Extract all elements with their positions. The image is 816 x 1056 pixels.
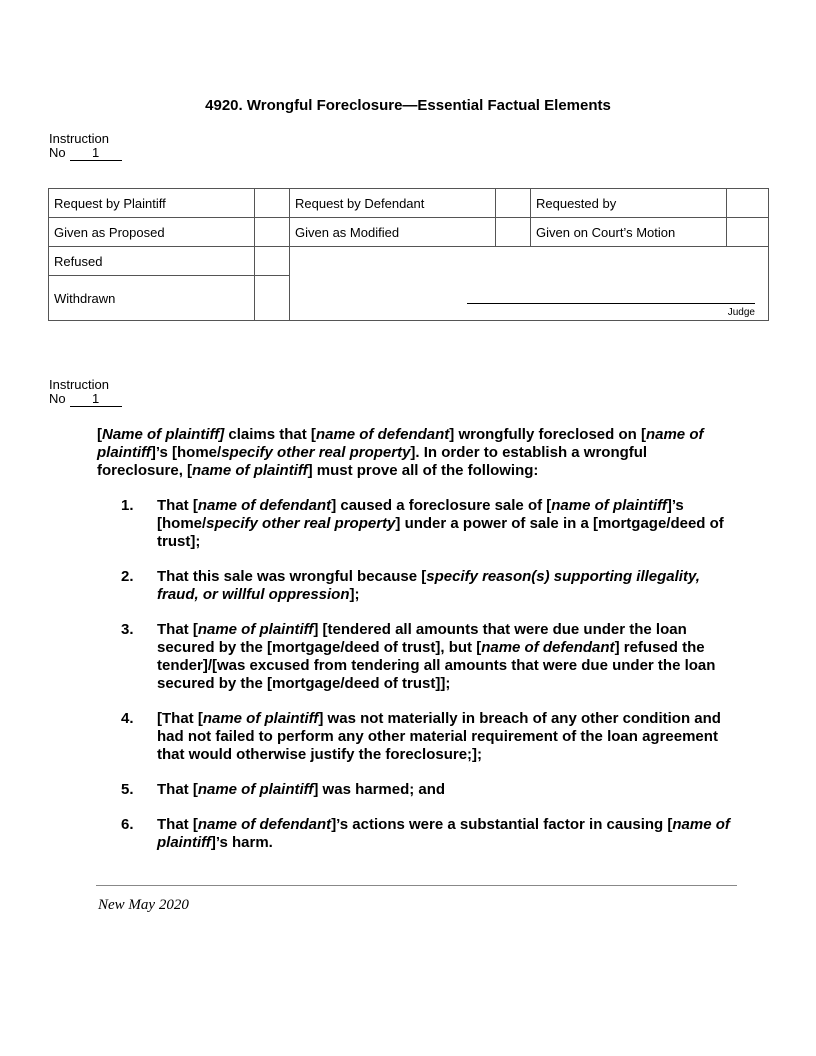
intro-placeholder: name of defendant: [315, 426, 450, 443]
instruction-number-field[interactable]: 1: [70, 146, 122, 161]
element-text: ] refused the tender]/[was excused from tendering all amounts that were due under the loan secured by the [mortgage/deed of trust]];: [157, 639, 716, 692]
intro-placeholder: name of plaintiff: [97, 426, 704, 461]
element-text: That [: [157, 816, 198, 833]
request-by-defendant-label: Request by Defendant: [290, 189, 496, 218]
element-placeholder: specify other real property: [206, 515, 396, 532]
revision-note: New May 2020: [98, 897, 189, 913]
instruction-number-field[interactable]: 1: [70, 392, 122, 407]
intro-text: ] wrongfully foreclosed on [: [449, 426, 646, 443]
given-as-modified-label: Given as Modified: [290, 218, 496, 247]
given-as-proposed-checkbox[interactable]: [255, 218, 290, 247]
intro-text: [: [97, 426, 102, 443]
requested-by-label: Requested by: [531, 189, 727, 218]
element-number: 2.: [121, 568, 134, 585]
given-on-courts-motion-checkbox[interactable]: [727, 218, 769, 247]
intro-paragraph: [97, 426, 737, 480]
element-item: [97, 621, 737, 693]
request-by-plaintiff-label: Request by Plaintiff: [49, 189, 255, 218]
element-text: ] under a power of sale in a [mortgage/deed of trust];: [157, 515, 724, 550]
element-item: [97, 816, 737, 852]
elements-list: [97, 497, 737, 852]
element-text: ] was not materially in breach of any other condition and had not failed to perform any other material requirement of the loan agreement that would otherwise justify the foreclosure;];: [157, 710, 721, 763]
element-placeholder: specify reason(s) supporting illegality, fraud, or willful oppression: [157, 568, 700, 603]
element-text: ]’s actions were a substantial factor in causing [: [331, 816, 673, 833]
instruction-label: Instruction: [49, 131, 109, 146]
judge-label: Judge: [727, 307, 755, 318]
withdrawn-checkbox[interactable]: [255, 276, 290, 321]
element-placeholder: name of plaintiff: [197, 781, 314, 798]
given-on-courts-motion-label: Given on Court’s Motion: [531, 218, 727, 247]
element-text: That [: [157, 781, 198, 798]
element-text: ];: [349, 586, 360, 603]
element-text: That this sale was wrongful because [: [157, 568, 427, 585]
element-item: [97, 781, 737, 799]
instruction-number-block-2: [49, 378, 122, 407]
no-label: No: [49, 391, 66, 406]
intro-text: ]’s [home/: [150, 444, 222, 461]
element-text: ] caused a foreclosure sale of [: [331, 497, 552, 514]
element-number: 4.: [121, 710, 134, 727]
intro-placeholder: name of plaintiff: [192, 462, 308, 479]
given-as-modified-checkbox[interactable]: [496, 218, 531, 247]
element-text: That [: [157, 497, 198, 514]
request-by-defendant-checkbox[interactable]: [496, 189, 531, 218]
element-number: 1.: [121, 497, 134, 514]
element-placeholder: name of defendant: [197, 497, 332, 514]
element-number: 5.: [121, 781, 134, 798]
no-label: No: [49, 145, 66, 160]
instruction-disposition-form: [48, 188, 769, 321]
refused-label: Refused: [49, 247, 255, 276]
element-text: ] was harmed; and: [313, 781, 446, 798]
requested-by-checkbox[interactable]: [727, 189, 769, 218]
element-text: [That [: [157, 710, 203, 727]
element-number: 6.: [121, 816, 134, 833]
element-text: ] [tendered all amounts that were due under the loan secured by the [mortgage/deed of trust], but [: [157, 621, 687, 656]
footer-divider: [96, 885, 737, 886]
element-item: [97, 568, 737, 604]
request-by-plaintiff-checkbox[interactable]: [255, 189, 290, 218]
intro-text: ]. In order to establish a wrongful foreclosure, [: [97, 444, 648, 479]
element-text: ]’s harm.: [210, 834, 273, 851]
element-placeholder: name of plaintiff: [551, 497, 667, 514]
judge-signature-area: [290, 247, 769, 321]
intro-placeholder: Name of plaintiff]: [102, 426, 225, 443]
instruction-body: [97, 426, 737, 852]
instruction-number-block: [49, 132, 122, 161]
instruction-no-row: [49, 392, 122, 407]
instruction-label: Instruction: [49, 377, 109, 392]
element-item: [97, 710, 737, 764]
intro-text: claims that [: [224, 426, 316, 443]
element-placeholder: name of plaintiff: [197, 621, 314, 638]
given-as-proposed-label: Given as Proposed: [49, 218, 255, 247]
element-text: ]’s [home/: [157, 497, 684, 532]
element-placeholder: name of defendant: [481, 639, 615, 656]
element-placeholder: name of plaintiff: [202, 710, 319, 727]
intro-text: ] must prove all of the following:: [307, 462, 539, 479]
element-number: 3.: [121, 621, 134, 638]
element-placeholder: name of plaintiff: [157, 816, 730, 851]
element-placeholder: name of defendant: [197, 816, 332, 833]
page-title: 4920. Wrongful Foreclosure—Essential Factual Elements: [205, 97, 611, 114]
withdrawn-label: Withdrawn: [49, 276, 255, 321]
element-text: That [: [157, 621, 198, 638]
instruction-no-row: [49, 146, 122, 161]
element-item: [97, 497, 737, 551]
refused-checkbox[interactable]: [255, 247, 290, 276]
intro-placeholder: specify other real property: [221, 444, 411, 461]
judge-signature-line[interactable]: [467, 303, 755, 304]
